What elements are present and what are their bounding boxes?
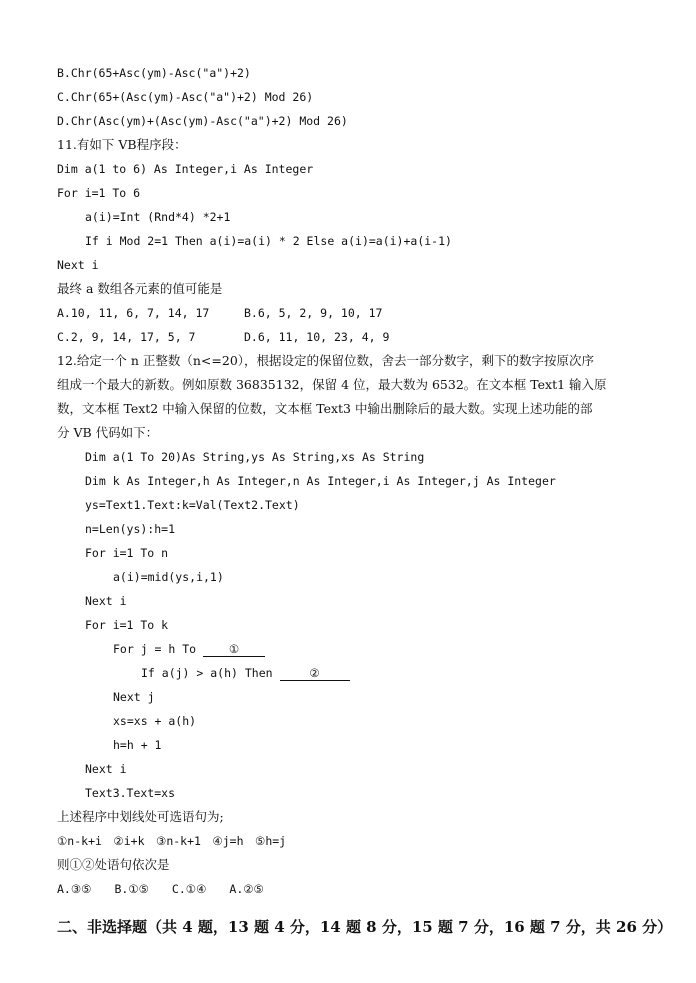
q11-code-line: If i Mod 2=1 Then a(i)=a(i) * 2 Else a(i)=a(i)+a(i-1) bbox=[85, 234, 452, 248]
q12-code-line: Text3.Text=xs bbox=[85, 786, 176, 800]
q11-code-line: For i=1 To 6 bbox=[57, 186, 141, 200]
q12-code-line: Dim a(1 To 20)As String,ys As String,xs As String bbox=[85, 450, 425, 464]
q12-answers: A.③⑤ B.①⑤ C.①④ A.②⑤ bbox=[57, 882, 264, 896]
q11-option-d: D.6, 11, 10, 23, 4, 9 bbox=[244, 330, 390, 344]
q12-code-text: If a(j) > a(h) Then bbox=[141, 666, 273, 680]
q12-ask: 则①②处语句依次是 bbox=[57, 857, 170, 872]
q12-code-line: a(i)=mid(ys,i,1) bbox=[113, 570, 224, 584]
q10-option-d: D.Chr(Asc(ym)+(Asc(ym)-Asc("a")+2) Mod 26) bbox=[57, 114, 348, 128]
q12-stem-line: 数，文本框 Text2 中输入保留的位数，文本框 Text3 中输出删除后的最大数。实现上述功能的部 bbox=[57, 401, 593, 416]
q12-code-line: Next i bbox=[85, 594, 127, 608]
q12-choices: ①n-k+i ②i+k ③n-k+1 ④j=h ⑤h=j bbox=[57, 834, 287, 848]
q11-option-a: A.10, 11, 6, 7, 14, 17 bbox=[57, 306, 210, 320]
q11-code-line: Next i bbox=[57, 258, 99, 272]
q12-stem-line: 12.给定一个 n 正整数（n<=20），根据设定的保留位数，舍去一部分数字，剩下的数字按原次序 bbox=[57, 353, 595, 368]
q11-intro: 11.有如下 VB程序段： bbox=[57, 137, 187, 152]
q12-code-line: xs=xs + a(h) bbox=[113, 714, 197, 728]
q11-code-line: Dim a(1 to 6) As Integer,i As Integer bbox=[57, 162, 314, 176]
q12-note: 上述程序中划线处可选语句为; bbox=[57, 809, 224, 824]
q11-option-c: C.2, 9, 14, 17, 5, 7 bbox=[57, 330, 196, 344]
q12-stem-line: 组成一个最大的新数。例如原数 36835132，保留 4 位，最大数为 6532。在文本框 Text1 输入原 bbox=[57, 377, 607, 392]
q12-code-line: Dim k As Integer,h As Integer,n As Integer,i As Integer,j As Integer bbox=[85, 474, 556, 488]
q12-code-line: For i=1 To k bbox=[85, 618, 169, 632]
section-heading: 二、非选择题（共 4 题，13 题 4 分，14 题 8 分，15 题 7 分，16 题 7 分，共 26 分） bbox=[57, 918, 673, 936]
q12-code-line: ys=Text1.Text:k=Val(Text2.Text) bbox=[85, 498, 300, 512]
q10-option-c: C.Chr(65+(Asc(ym)-Asc("a")+2) Mod 26) bbox=[57, 90, 314, 104]
fill-in-blank-2: ② bbox=[280, 666, 350, 681]
fill-in-blank-1: ① bbox=[203, 642, 265, 657]
q12-code-text: For j = h To bbox=[113, 642, 197, 656]
q12-code-line: For i=1 To n bbox=[85, 546, 169, 560]
q11-option-b: B.6, 5, 2, 9, 10, 17 bbox=[244, 306, 383, 320]
q12-stem-line: 分 VB 代码如下： bbox=[57, 425, 159, 440]
q12-code-line: Next j bbox=[113, 690, 155, 704]
q12-code-line: n=Len(ys):h=1 bbox=[85, 522, 176, 536]
q10-option-b: B.Chr(65+Asc(ym)-Asc("a")+2) bbox=[57, 66, 251, 80]
q12-code-line-blank-2 bbox=[141, 665, 350, 681]
q12-code-line: h=h + 1 bbox=[113, 738, 162, 752]
q12-code-line-blank-1 bbox=[113, 641, 265, 657]
q12-code-line: Next i bbox=[85, 762, 127, 776]
q11-code-line: a(i)=Int (Rnd*4) *2+1 bbox=[85, 210, 231, 224]
q11-question: 最终 a 数组各元素的值可能是 bbox=[57, 281, 223, 296]
